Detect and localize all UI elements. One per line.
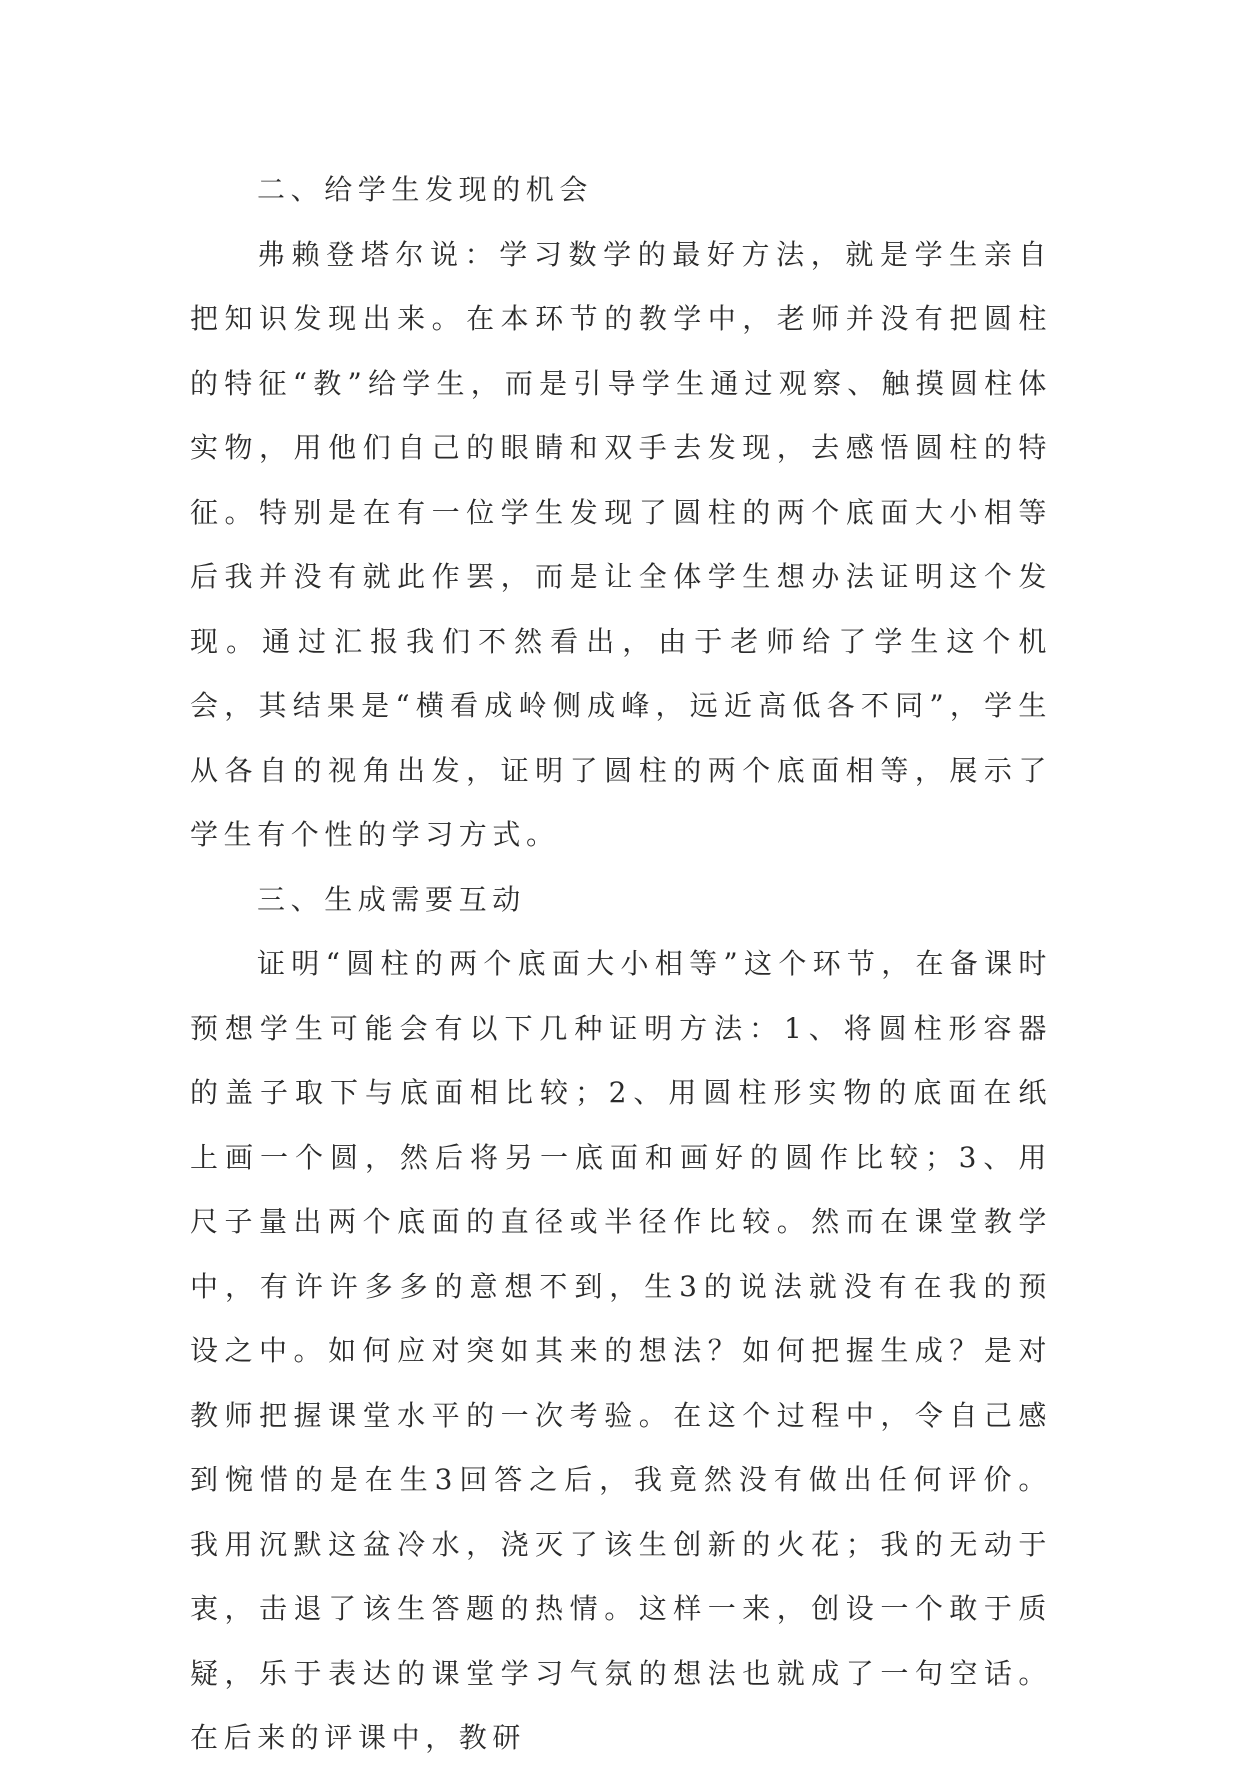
section-heading-interaction: 三、生成需要互动 [257, 882, 526, 916]
paragraph-interaction: 证明“圆柱的两个底面大小相等”这个环节，在备课时预想学生可能会有以下几种证明方法：1、将圆柱形容器的盖子取下与底面相比较；2、用圆柱形实物的底面在纸上画一个圆，然后将另一底面和画好的圆作比较；3、用尺子量出两个底面的直径或半径作比较。然而在课堂教学中，有许许多多的意想不到，生3的说法就没有在我的预设之中。如何应对突如其来的想法？如何把握生成？是对教师把握课堂水平的一次考验。在这个过程中，令自己感到惋惜的是在生3回答之后，我竟然没有做出任何评价。我用沉默这盆冷水，浇灭了该生创新的火花；我的无动于衷，击退了该生答题的热情。这样一来，创设一个敢于质疑，乐于表达的课堂学习气氛的想法也就成了一句空话。在后来的评课中，教研 [190, 947, 1052, 1754]
document-body [190, 158, 1052, 1771]
paragraph-discovery: 弗赖登塔尔说：学习数学的最好方法，就是学生亲自把知识发现出来。在本环节的教学中，老师并没有把圆柱的特征“教”给学生，而是引导学生通过观察、触摸圆柱体实物，用他们自己的眼睛和双手去发现，去感悟圆柱的特征。特别是在有一位学生发现了圆柱的两个底面大小相等后我并没有就此作罢，而是让全体学生想办法证明这个发现。通过汇报我们不然看出，由于老师给了学生这个机会，其结果是“横看成岭侧成峰，远近高低各不同”，学生从各自的视角出发，证明了圆柱的两个底面相等，展示了学生有个性的学习方式。 [190, 237, 1052, 851]
section-heading-discovery: 二、给学生发现的机会 [257, 173, 594, 206]
